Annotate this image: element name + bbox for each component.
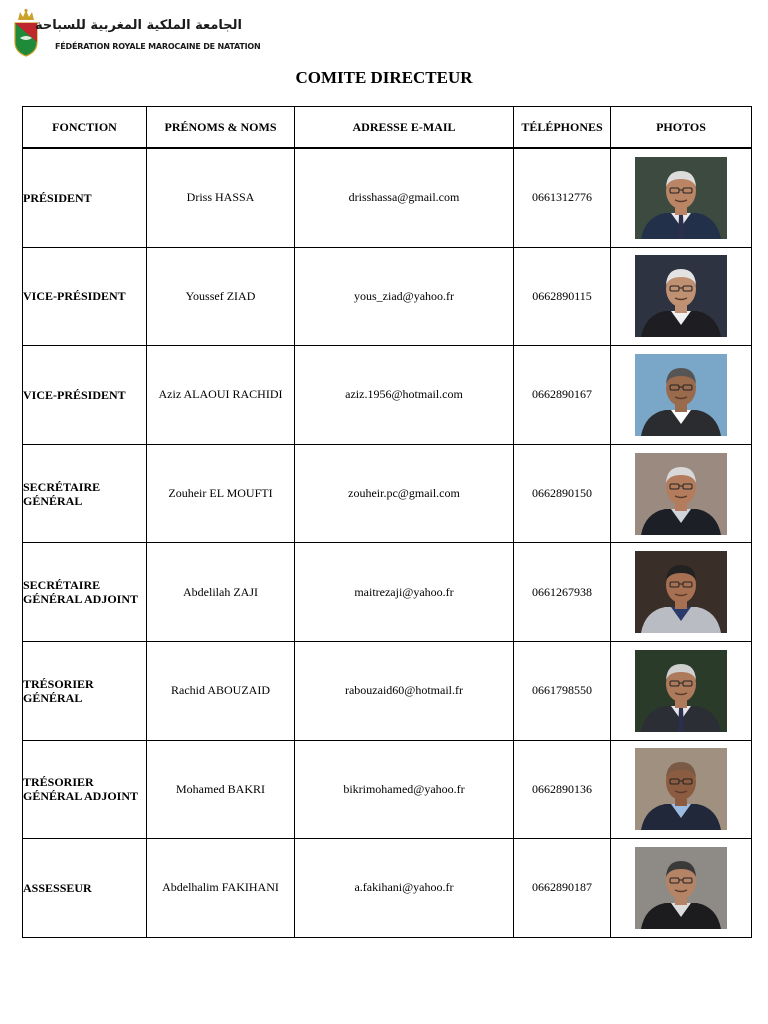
table-row [23, 839, 752, 938]
member-photo-cell [611, 543, 752, 642]
member-portrait-icon [635, 847, 727, 929]
member-fonction: VICE-PRÉSIDENT [23, 346, 147, 445]
member-portrait-icon [635, 551, 727, 633]
member-photo-cell [611, 641, 752, 740]
member-fonction: PRÉSIDENT [23, 148, 147, 247]
member-phone: 0661312776 [514, 148, 611, 247]
member-portrait-icon [635, 354, 727, 436]
member-fonction: VICE-PRÉSIDENT [23, 247, 147, 346]
member-portrait-icon [635, 453, 727, 535]
member-phone: 0661798550 [514, 641, 611, 740]
member-email: aziz.1956@hotmail.com [295, 346, 514, 445]
member-photo-cell [611, 444, 752, 543]
member-photo-cell [611, 839, 752, 938]
member-email: drisshassa@gmail.com [295, 148, 514, 247]
column-header-photos: PHOTOS [611, 107, 752, 149]
member-email: yous_ziad@yahoo.fr [295, 247, 514, 346]
page-title: COMITE DIRECTEUR [295, 68, 473, 87]
table-row [23, 148, 752, 247]
federation-arabic-name: الجامعة الملكية المغربية للسباحة [35, 18, 242, 33]
member-phone: 0662890150 [514, 444, 611, 543]
member-name: Rachid ABOUZAID [147, 641, 295, 740]
member-phone: 0662890167 [514, 346, 611, 445]
column-header-fonction: FONCTION [23, 107, 147, 149]
column-header-email: ADRESSE E-MAIL [295, 107, 514, 149]
member-name: Abdelhalim FAKIHANI [147, 839, 295, 938]
member-fonction: TRÉSORIER GÉNÉRAL [23, 641, 147, 740]
member-name: Abdelilah ZAJI [147, 543, 295, 642]
column-header-names: PRÉNOMS & NOMS [147, 107, 295, 149]
member-portrait-icon [635, 650, 727, 732]
member-name: Aziz ALAOUI RACHIDI [147, 346, 295, 445]
member-fonction: SECRÉTAIRE GÉNÉRAL [23, 444, 147, 543]
member-phone: 0662890115 [514, 247, 611, 346]
member-name: Youssef ZIAD [147, 247, 295, 346]
table-header-row [23, 107, 752, 149]
table-row [23, 740, 752, 839]
member-fonction: TRÉSORIER GÉNÉRAL ADJOINT [23, 740, 147, 839]
member-email: zouheir.pc@gmail.com [295, 444, 514, 543]
member-name: Zouheir EL MOUFTI [147, 444, 295, 543]
member-photo-cell [611, 247, 752, 346]
table-row [23, 641, 752, 740]
table-row [23, 543, 752, 642]
member-phone: 0662890136 [514, 740, 611, 839]
member-email: rabouzaid60@hotmail.fr [295, 641, 514, 740]
member-phone: 0662890187 [514, 839, 611, 938]
table-row [23, 346, 752, 445]
member-name: Mohamed BAKRI [147, 740, 295, 839]
member-photo-cell [611, 740, 752, 839]
member-name: Driss HASSA [147, 148, 295, 247]
federation-french-name: FÉDÉRATION ROYALE MAROCAINE DE NATATION [55, 42, 261, 51]
member-photo-cell [611, 346, 752, 445]
member-fonction: SECRÉTAIRE GÉNÉRAL ADJOINT [23, 543, 147, 642]
member-portrait-icon [635, 748, 727, 830]
member-portrait-icon [635, 255, 727, 337]
member-email: bikrimohamed@yahoo.fr [295, 740, 514, 839]
committee-table [22, 106, 752, 938]
member-portrait-icon [635, 157, 727, 239]
federation-emblem-icon [12, 8, 40, 58]
column-header-phones: TÉLÉPHONES [514, 107, 611, 149]
table-row [23, 444, 752, 543]
member-photo-cell [611, 148, 752, 247]
table-row [23, 247, 752, 346]
member-email: a.fakihani@yahoo.fr [295, 839, 514, 938]
federation-logo [12, 8, 261, 60]
member-phone: 0661267938 [514, 543, 611, 642]
member-email: maitrezaji@yahoo.fr [295, 543, 514, 642]
member-fonction: ASSESSEUR [23, 839, 147, 938]
